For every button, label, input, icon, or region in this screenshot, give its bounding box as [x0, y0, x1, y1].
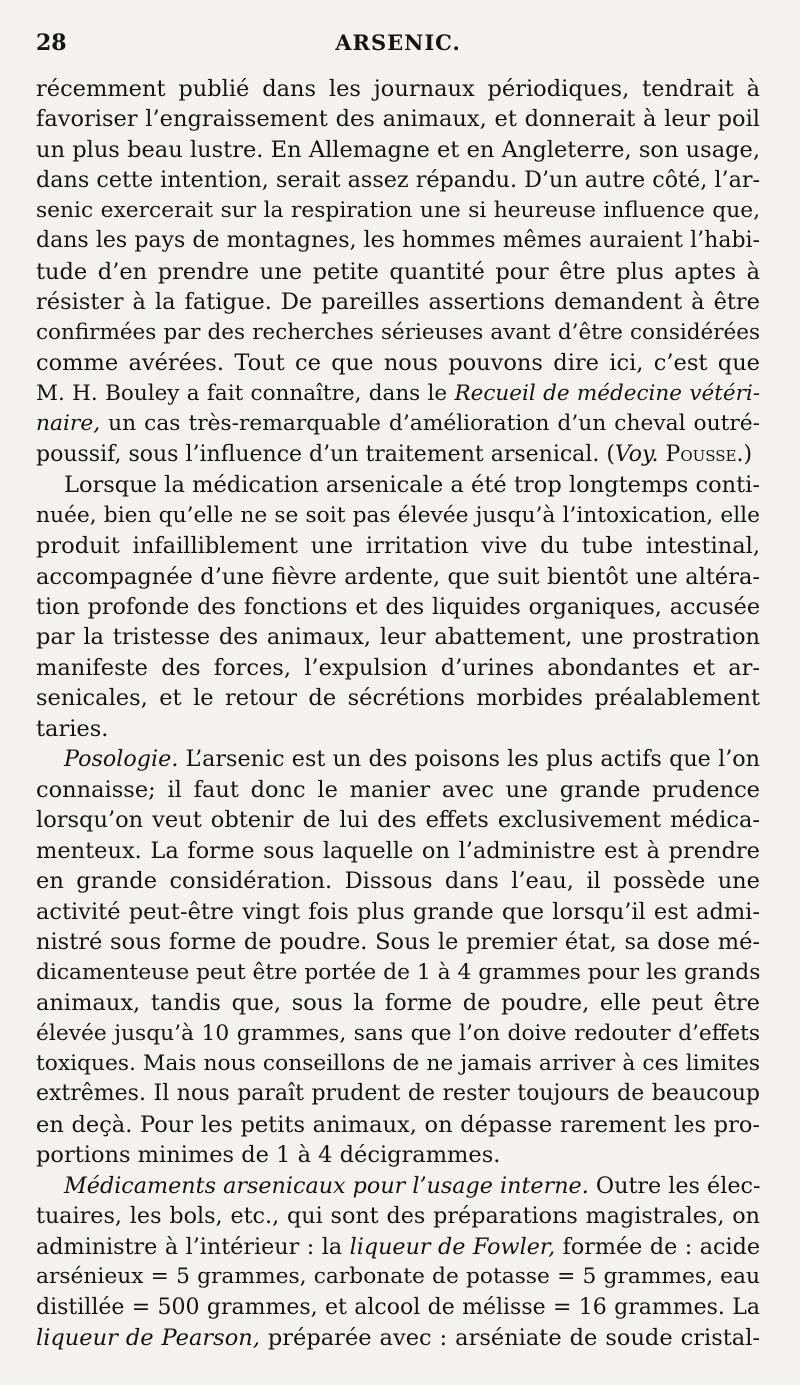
text-line: en grande considération. Dissous dans l’eau, il possède une	[36, 868, 760, 895]
text-line: manifeste des forces, l’expulsion d’urines abondantes et ar-	[36, 654, 760, 681]
text-line: dicamenteuse peut être portée de 1 à 4 grammes pour les grands	[36, 959, 760, 985]
italic-text: naire,	[36, 411, 101, 437]
text-line: accompagnée d’une fièvre ardente, que suit bientôt une altéra-	[36, 563, 760, 590]
page-number: 28	[36, 30, 67, 56]
running-title: ARSENIC.	[335, 30, 461, 55]
italic-text: liqueur de Fowler,	[349, 1233, 556, 1260]
text-line: élevée jusqu’à 10 grammes, sans que l’on doive redouter d’effets	[36, 1020, 760, 1046]
text-line: arsénieux = 5 grammes, carbonate de potasse = 5 grammes, eau	[36, 1264, 760, 1290]
text-line: tude d’en prendre une petite quantité pour être plus aptes à	[36, 258, 760, 285]
text-line: un plus beau lustre. En Allemagne et en Angleterre, son usage,	[36, 136, 760, 163]
body-text	[36, 74, 760, 1354]
italic-text: Recueil de médecine vétéri-	[454, 380, 760, 406]
text-line: tion profonde des fonctions et des liquides organiques, accusée	[36, 593, 760, 620]
text-line: Médicaments arsenicaux pour l’usage interne. Outre les élec-	[64, 1172, 760, 1199]
italic-text: Posologie.	[64, 746, 179, 773]
text-line: animaux, tandis que, sous la forme de poudre, elle peut être	[36, 990, 760, 1017]
italic-text: liqueur de Pearson,	[36, 1325, 260, 1352]
text-line: récemment publié dans les journaux périodiques, tendrait à	[36, 76, 760, 102]
text-line: toxiques. Mais nous conseillons de ne jamais arriver à ces limites	[36, 1051, 760, 1076]
text-line: produit infailliblement une irritation vive du tube intestinal,	[36, 533, 760, 560]
text-line: senicales, et le retour de sécrétions morbides préalablement	[36, 685, 760, 712]
text-line: par la tristesse des animaux, leur abattement, une prostration	[36, 624, 760, 651]
text-line: naire, un cas très-remarquable d’amélioration d’un cheval outré-	[36, 411, 760, 437]
text-line: Posologie. L’arsenic est un des poisons les plus actifs que l’on	[64, 746, 760, 773]
text-line: nistré sous forme de poudre. Sous le premier état, sa dose mé-	[36, 929, 760, 956]
text-line: confirmées par des recherches sérieuses avant d’être considérées	[36, 319, 760, 345]
text-line: dans les pays de montagnes, les hommes mêmes auraient l’habi-	[36, 228, 760, 254]
text-line: dans cette intention, serait assez répandu. D’un autre côté, l’ar-	[36, 167, 760, 194]
text-line: M. H. Bouley a fait connaître, dans le Recueil de médecine vétéri-	[36, 380, 760, 406]
text-line: poussif, sous l’influence d’un traitement arsenical. (Voy. Pousse.)	[36, 441, 753, 467]
small-caps-text: Pousse.	[658, 441, 744, 467]
text-line: distillée = 500 grammes, et alcool de mélisse = 16 grammes. La	[36, 1294, 760, 1320]
italic-text: Médicaments arsenicaux pour l’usage interne.	[64, 1172, 589, 1199]
text-line: en deçà. Pour les petits animaux, on dépasse rarement les pro-	[36, 1111, 760, 1138]
text-line: senic exercerait sur la respiration une si heureuse influence que,	[36, 197, 760, 223]
page-header	[36, 30, 760, 64]
text-line: tuaires, les bols, etc., qui sont des préparations magistrales, on	[36, 1203, 760, 1230]
text-line: menteux. La forme sous laquelle on l’administre est à prendre	[36, 837, 760, 864]
text-line: nuée, bien qu’elle ne se soit pas élevée jusqu’à l’intoxication, elle	[36, 502, 760, 528]
text-line: taries.	[36, 715, 109, 742]
text-line: lorsqu’on veut obtenir de lui des effets exclusivement médica-	[36, 807, 760, 834]
text-line: résister à la fatigue. De pareilles assertions demandent à être	[36, 289, 760, 316]
text-line: portions minimes de 1 à 4 décigrammes.	[36, 1142, 501, 1169]
text-line: administre à l’intérieur : la liqueur de Fowler, formée de : acide	[36, 1233, 760, 1260]
text-line: liqueur de Pearson, préparée avec : arséniate de soude cristal-	[36, 1325, 760, 1352]
italic-text: Voy.	[614, 441, 659, 467]
text-line: connaisse; il faut donc le manier avec une grande prudence	[36, 776, 760, 803]
text-line: Lorsque la médication arsenicale a été trop longtemps conti-	[64, 472, 760, 499]
text-line: comme avérées. Tout ce que nous pouvons dire ici, c’est que	[36, 350, 760, 377]
text-line: favoriser l’engraissement des animaux, et donnerait à leur poil	[36, 106, 760, 133]
text-line: activité peut-être vingt fois plus grande que lorsqu’il est admi-	[36, 898, 760, 925]
text-line: extrêmes. Il nous paraît prudent de rester toujours de beaucoup	[36, 1081, 760, 1107]
